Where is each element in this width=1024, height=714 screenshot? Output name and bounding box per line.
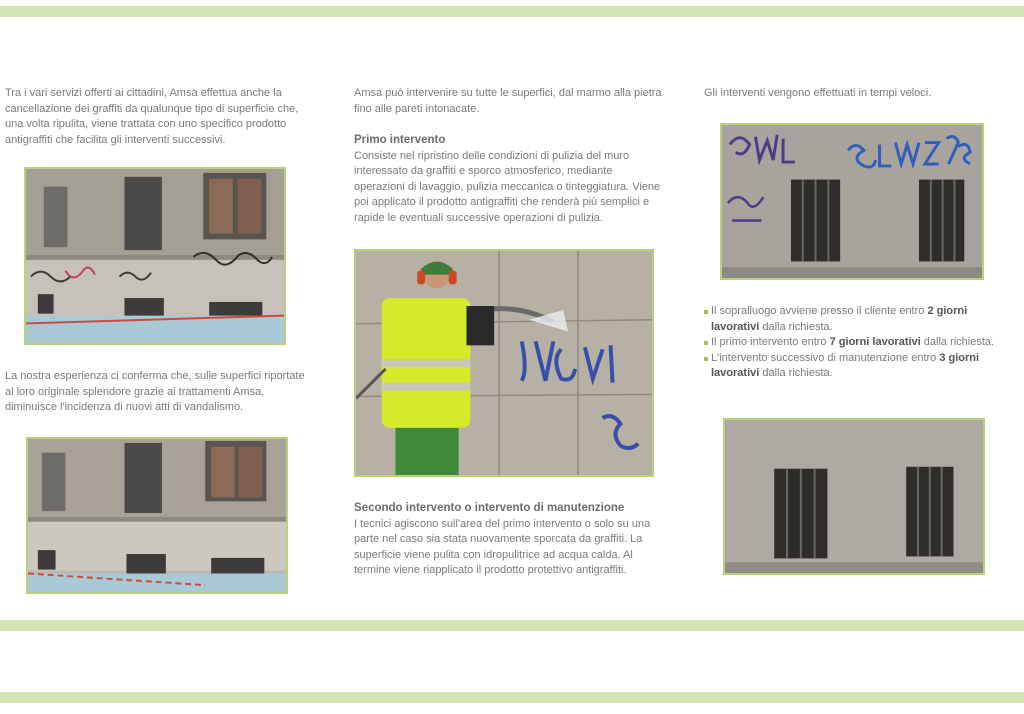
wall-clean-photo [723,418,985,575]
first-intervention-heading: Primo intervento [354,134,446,146]
col2-intro: Amsa può intervenire su tutte le superfici, dal marmo alla pietra fino alle pareti intonacate. [354,87,662,115]
col2-first-section [354,133,664,226]
second-intervention-heading: Secondo intervento o intervento di manutenzione [354,502,625,514]
col3-intro: Gli interventi vengono effettuati in tempi veloci. [704,87,932,99]
col3-deadlines [704,304,1009,382]
worker-cleaning-photo [354,249,654,477]
col1-intro: Tra i vari servizi offerti ai cittadini, Amsa effettua anche la cancellazione dei graffiti da qualunque tipo di superficie che, una volta ripulita, viene trattata con uno specifico prodotto antigraffiti che facilita gli interventi successivi. [5,87,299,146]
first-intervention-text: Consiste nel ripristino delle condizioni di pulizia del muro interessato da graffiti e sporco atmosferico, mediante operazioni di lavaggio, pulizia meccanica o tinteggiatura. Viene poi applicato il prodotto antigraffiti che renderà più semplici e rapide le eventuali successive operazioni di pulizia. [354,149,661,224]
top-band [0,6,1024,17]
bottom-band [0,692,1024,703]
deadline-item-first: Il primo intervento entro 7 giorni lavorativi dalla richiesta. [704,335,1009,351]
building-clean-photo [26,437,288,594]
col2-second-section [354,501,664,579]
second-intervention-text: I tecnici agiscono sull'area del primo intervento o solo su una parte nel caso sia stata nuovamente sporcata da graffiti. La superficie viene pulita con idropulitrice ad acqua calda. Al termine viene riapplicato il prodotto protettivo antigraffiti. [354,517,651,576]
building-graffiti-photo [24,167,286,345]
deadline-item-survey: Il sopralluogo avviene presso il cliente entro 2 giorni lavorativi dalla richiesta. [704,304,1009,335]
col1-experience: La nostra esperienza ci conferma che, sulle superfici riportate al loro originale splendore grazie ai trattamenti Amsa, diminuisce l'incidenza di nuovi atti di vandalismo. [5,370,305,413]
wall-graffiti-photo [720,123,984,280]
middle-band [0,620,1024,631]
deadline-item-maintenance: L'intervento successivo di manutenzione entro 3 giorni lavorativi dalla richiesta. [704,351,1009,382]
